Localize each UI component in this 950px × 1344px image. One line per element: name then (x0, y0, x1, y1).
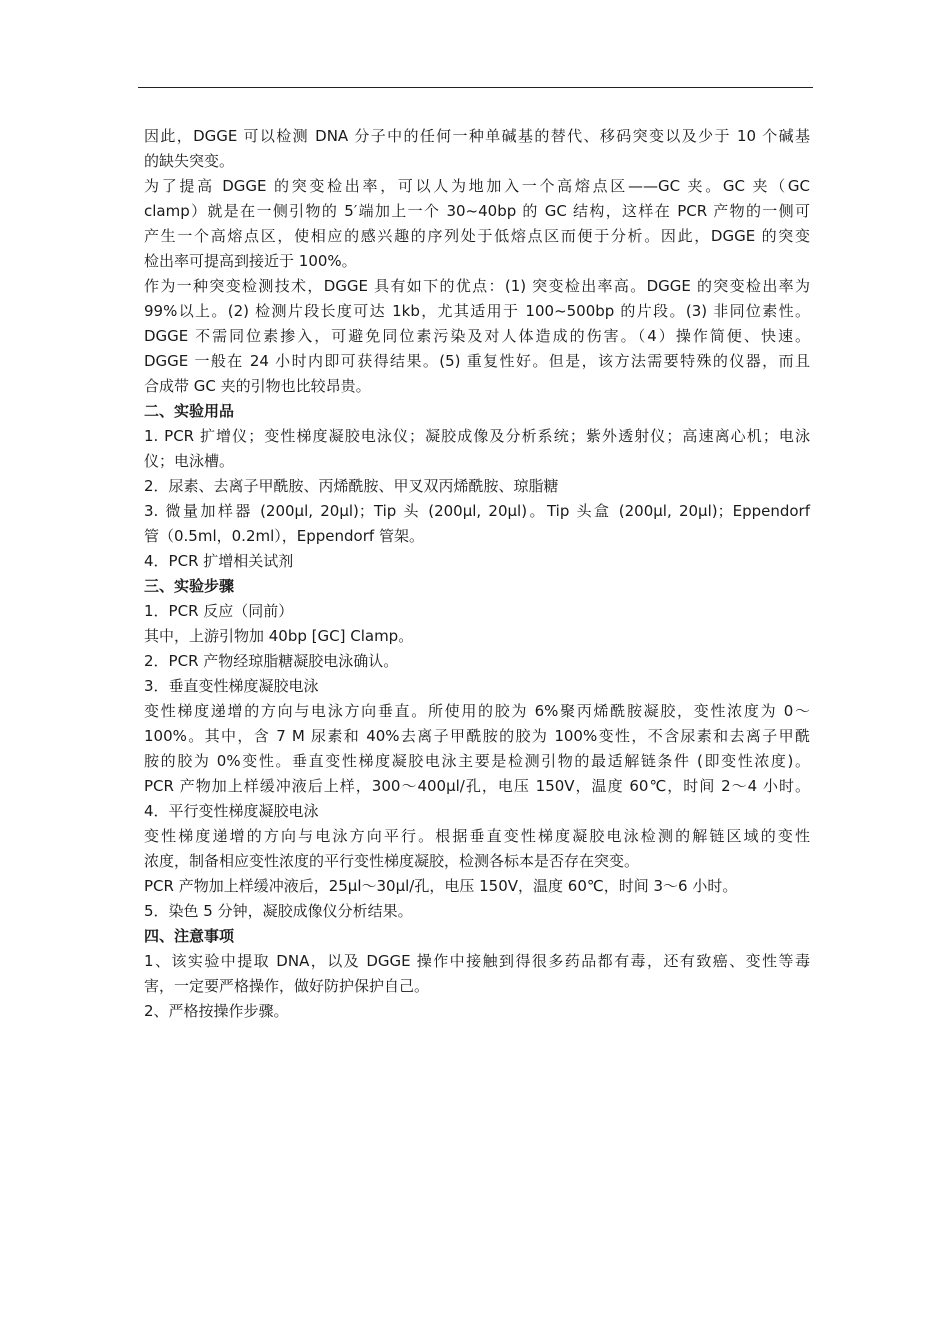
text-line: 4．平行变性梯度凝胶电泳 (144, 802, 319, 820)
text-line: 为了提高 DGGE 的突变检出率，可以人为地加入一个高熔点区——GC 夹。GC 夹（GC (144, 177, 810, 195)
text-line: 害，一定要严格操作，做好防护保护自己。 (144, 977, 430, 995)
text-line: 3．垂直变性梯度凝胶电泳 (144, 677, 319, 695)
text-line: 变性梯度递增的方向与电泳方向平行。根据垂直变性梯度凝胶电泳检测的解链区域的变性 (144, 827, 810, 845)
text-line: 因此，DGGE 可以检测 DNA 分子中的任何一种单碱基的替代、移码突变以及少于 10 个碱基 (144, 127, 810, 145)
section-heading: 三、实验步骤 (144, 577, 235, 595)
text-line: 合成带 GC 夹的引物也比较昂贵。 (144, 377, 371, 395)
text-line: 变性梯度递增的方向与电泳方向垂直。所使用的胶为 6%聚丙烯酰胺凝胶，变性浓度为 0～ (144, 702, 810, 720)
text-line: 产生一个高熔点区，使相应的感兴趣的序列处于低熔点区而便于分析。因此，DGGE 的突变 (144, 227, 810, 245)
text-line: 其中，上游引物加 40bp [GC] Clamp。 (144, 627, 414, 645)
text-line: 1、该实验中提取 DNA，以及 DGGE 操作中接触到得很多药品都有毒，还有致癌、变性等毒 (144, 952, 810, 970)
text-line: 仪；电泳槽。 (144, 452, 235, 470)
text-line: 2．PCR 产物经琼脂糖凝胶电泳确认。 (144, 652, 399, 670)
text-line: 2、严格按操作步骤。 (144, 1002, 289, 1020)
text-line: clamp）就是在一侧引物的 5′端加上一个 30~40bp 的 GC 结构，这样在 PCR 产物的一侧可 (144, 202, 810, 220)
document-body (144, 124, 810, 1024)
text-line: 检出率可提高到接近于 100%。 (144, 252, 357, 270)
text-line: 3. 微量加样器 (200μl, 20μl)；Tip 头 (200μl, 20μl)。Tip 头盒 (200μl, 20μl)；Eppendorf (144, 502, 810, 520)
text-line: PCR 产物加上样缓冲液后上样，300～400μl/孔，电压 150V，温度 60℃，时间 2～4 小时。 (144, 777, 810, 795)
header-rule (138, 87, 813, 88)
text-line: 管（0.5ml，0.2ml），Eppendorf 管架。 (144, 527, 424, 545)
text-line: 的缺失突变。 (144, 152, 235, 170)
section-heading: 二、实验用品 (144, 402, 235, 420)
text-line: 5．染色 5 分钟，凝胶成像仪分析结果。 (144, 902, 413, 920)
text-line: 浓度，制备相应变性浓度的平行变性梯度凝胶，检测各标本是否存在突变。 (144, 852, 640, 870)
text-line: 胺的胶为 0%变性。垂直变性梯度凝胶电泳主要是检测引物的最适解链条件 (即变性浓度)。 (144, 752, 810, 770)
text-line: 作为一种突变检测技术，DGGE 具有如下的优点：(1) 突变检出率高。DGGE 的突变检出率为 (144, 277, 810, 295)
text-line: 100%。其中，含 7 M 尿素和 40%去离子甲酰胺的胶为 100%变性，不含尿素和去离子甲酰 (144, 727, 810, 745)
text-line: DGGE 一般在 24 小时内即可获得结果。(5) 重复性好。但是，该方法需要特殊的仪器，而且 (144, 352, 810, 370)
text-line: PCR 产物加上样缓冲液后，25μl～30μl/孔，电压 150V，温度 60℃，时间 3～6 小时。 (144, 877, 738, 895)
text-line: 1. PCR 扩增仪；变性梯度凝胶电泳仪；凝胶成像及分析系统；紫外透射仪；高速离心机；电泳 (144, 427, 810, 445)
section-heading: 四、注意事项 (144, 927, 235, 945)
text-line: 99%以上。(2) 检测片段长度可达 1kb，尤其适用于 100~500bp 的片段。(3) 非同位素性。 (144, 302, 810, 320)
text-line: DGGE 不需同位素掺入，可避免同位素污染及对人体造成的伤害。（4）操作简便、快速。 (144, 327, 810, 345)
text-line: 1．PCR 反应（同前） (144, 602, 294, 620)
text-line: 2．尿素、去离子甲酰胺、丙烯酰胺、甲叉双丙烯酰胺、琼脂糖 (144, 477, 559, 495)
text-line: 4．PCR 扩增相关试剂 (144, 552, 294, 570)
